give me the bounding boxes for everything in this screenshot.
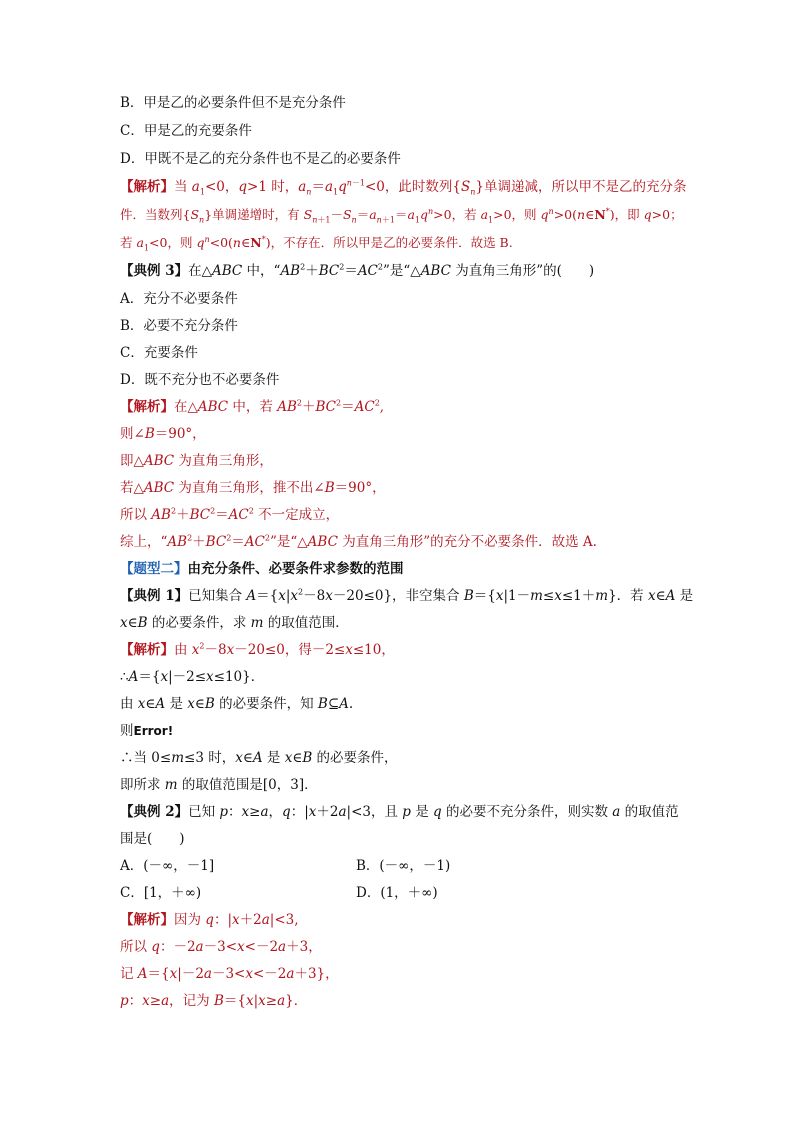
option-d-previous: D．甲既不是乙的充分条件也不是乙的必要条件 (120, 151, 401, 167)
solution-3-line-5: 所以 $AB^2+BC^2=AC^2$ 不一定成立， (120, 506, 340, 523)
example-3-option-a: A．充分不必要条件 (120, 291, 238, 307)
example-3-option-d: D．既不充分也不必要条件 (120, 372, 280, 388)
error-text: Error! (133, 724, 174, 738)
solution-3-line-4: 若△ABC 为直角三角形，推不出∠B＝90°， (120, 480, 386, 496)
solution-1-line-3: 由 x∈A 是 x∈B 的必要条件，知 B⊆A. (120, 696, 354, 712)
solution-line-3: 若 $a_1<0$，则 $q^n<0(n\in N^*)$，不存在．所以甲是乙的必要条件．故选 B. (120, 234, 513, 253)
solution-line-2: 件．当数列$\{S_n\}$单调递增时，有 $S_{n+1}-S_n=a_{n+1}=a_1q^n>0$，若 $a_1>0$，则 $q^n>0(n\in N^*)$，即 q>0； (120, 206, 683, 225)
example-3-question: 【典例 3】在△ABC 中，“$AB^2+BC^2=AC^2$”是“△ABC 为直角三角形”的( ) (120, 262, 595, 279)
example-3-option-b: B．必要不充分条件 (120, 318, 238, 334)
example-2-option-c: C．[1，＋∞) (120, 885, 202, 901)
solution-1-line-6: 即所求 m 的取值范围是[0，3]． (120, 777, 318, 793)
example-2-question-line-1: 【典例 2】已知 p：x≥a，q：|x＋2a|<3，且 p 是 q 的必要不充分条件，则实数 a 的取值范 (120, 804, 679, 820)
example-1-question-line-1: 【典例 1】已知集合 $A=\{x|x^2-8x-20\le 0\}$，非空集合 B＝{x|1－m≤x≤1＋m}．若 x∈A 是 (120, 587, 694, 604)
example-2-question-line-2: 围是( ) (120, 831, 185, 847)
example-1-question-line-2: x∈B 的必要条件，求 m 的取值范围． (120, 615, 349, 631)
solution-1-line-4: 则Error! (120, 723, 174, 739)
option-b-previous: B．甲是乙的必要条件但不是充分条件 (120, 95, 346, 111)
example-2-option-b: B．(－∞，－1) (356, 858, 451, 874)
example-3-option-c: C．充要条件 (120, 345, 198, 361)
solution-2-line-1: 【解析】因为 q：|x＋2a|<3, (120, 912, 299, 928)
option-c-previous: C．甲是乙的充要条件 (120, 123, 252, 139)
solution-1-line-5: ∴当 0≤m≤3 时，x∈A 是 x∈B 的必要条件， (120, 750, 398, 766)
solution-3-line-6: 综上，“$AB^2+BC^2=AC^2$”是“△ABC 为直角三角形”的充分不必要条件．故选 A. (120, 533, 597, 550)
example-2-option-a: A．(－∞，－1] (120, 858, 215, 874)
solution-3-line-1: 【解析】在△ABC 中，若 $AB^2+BC^2=AC^2$, (120, 398, 385, 415)
solution-2-line-4: p：x≥a，记为 B＝{x|x≥a}． (120, 993, 308, 1009)
example-2-option-d: D．(1，＋∞) (356, 885, 438, 901)
section-heading: 【题型二】由充分条件、必要条件求参数的范围 (120, 561, 404, 577)
solution-line-1: 【解析】当 $a_1<0$，q>1 时，$a_n=a_1q^{n-1}<0$，此时数列$\{S_n\}$单调递减，所以甲不是乙的充分条 (120, 178, 687, 197)
solution-1-line-1: 【解析】由 $x^2-8x-20\le 0$，得－2≤x≤10， (120, 641, 395, 658)
solution-2-line-2: 所以 q：－2a－3<x<－2a＋3， (120, 939, 322, 955)
solution-3-line-2: 则∠B＝90°， (120, 426, 206, 442)
solution-2-line-3: 记 A＝{x|－2a－3<x<－2a＋3}， (120, 966, 339, 982)
solution-1-line-2: ∴A＝{x|－2≤x≤10}． (120, 669, 265, 685)
solution-3-line-3: 即△ABC 为直角三角形， (120, 453, 273, 469)
